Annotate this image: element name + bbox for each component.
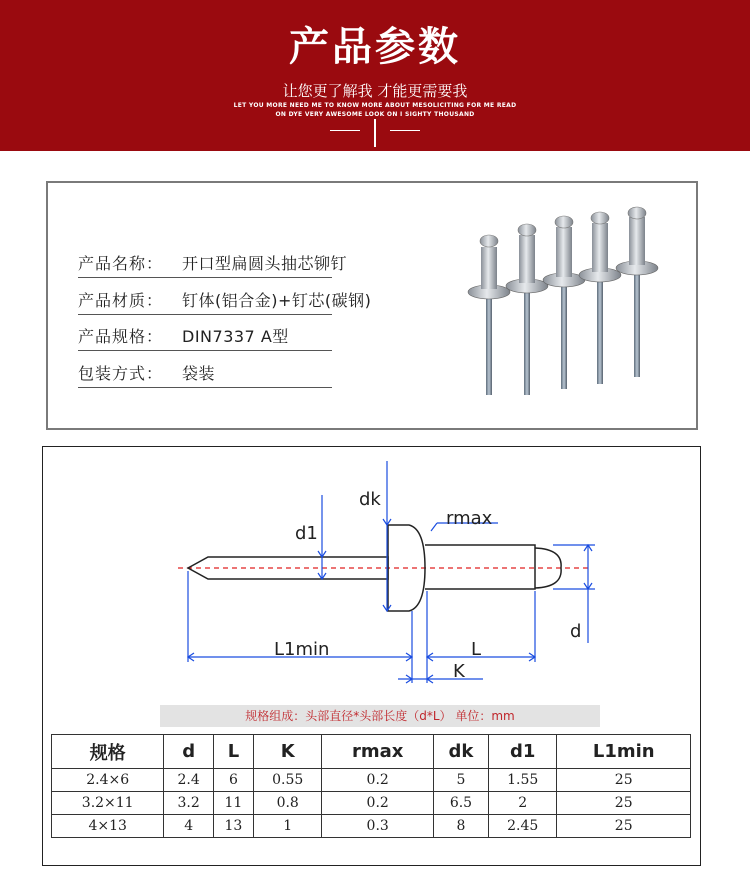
rivet-1 [468, 235, 510, 395]
product-info-panel [46, 181, 698, 430]
info-label: 产品材质： [78, 291, 164, 310]
banner-divider [374, 119, 376, 147]
info-value: DIN7337 A型 [182, 327, 289, 346]
info-value: 钉体(铝合金)+钉芯(碳钢) [182, 291, 372, 310]
rivet-3 [543, 216, 585, 389]
table-cell: 2.45 [488, 815, 556, 838]
table-cell: 0.3 [322, 815, 434, 838]
column-header: d [164, 735, 214, 769]
column-header: L1min [557, 735, 691, 769]
table-cell: 2.4 [164, 769, 214, 792]
rivet-4 [579, 212, 621, 384]
table-cell: 25 [557, 815, 691, 838]
rivet-group-icon [458, 205, 698, 405]
table-cell: 0.8 [253, 792, 321, 815]
rivet-2 [506, 224, 548, 395]
column-header: dk [433, 735, 488, 769]
info-value: 袋装 [182, 364, 216, 383]
label-l1min: L1min [274, 639, 330, 660]
table-cell: 6 [213, 769, 253, 792]
info-row-packing [78, 357, 332, 388]
table-header-row [52, 735, 691, 769]
header-banner [0, 0, 750, 151]
table-row [52, 792, 691, 815]
table-cell: 5 [433, 769, 488, 792]
rivet-dimension-drawing [43, 447, 702, 707]
banner-english-line-1: LET YOU MORE NEED ME TO KNOW MORE ABOUT MESOLICITING FOR ME READ [233, 102, 517, 109]
table-cell: 0.55 [253, 769, 321, 792]
column-header: K [253, 735, 321, 769]
info-row-material [78, 284, 372, 315]
table-row [52, 815, 691, 838]
rivet-5 [616, 207, 658, 377]
table-cell: 13 [213, 815, 253, 838]
column-header: 规格 [52, 735, 164, 769]
spec-table [51, 734, 691, 838]
table-cell: 2 [488, 792, 556, 815]
label-dk: dk [359, 489, 381, 510]
table-cell: 3.2×11 [52, 792, 164, 815]
table-cell: 4 [164, 815, 214, 838]
column-header: L [213, 735, 253, 769]
info-label: 产品规格： [78, 327, 164, 346]
column-header: rmax [322, 735, 434, 769]
info-value: 开口型扁圆头抽芯铆钉 [182, 254, 348, 273]
table-cell: 25 [557, 792, 691, 815]
table-cell: 2.4×6 [52, 769, 164, 792]
column-header: d1 [488, 735, 556, 769]
table-cell: 4×13 [52, 815, 164, 838]
label-l: L [471, 639, 482, 660]
table-cell: 25 [557, 769, 691, 792]
dimension-diagram-panel [42, 446, 701, 866]
table-cell: 8 [433, 815, 488, 838]
rivet-body-shape [425, 545, 535, 589]
banner-divider-left [330, 130, 360, 131]
label-d1: d1 [295, 523, 318, 544]
info-row-spec [78, 320, 332, 351]
table-cell: 11 [213, 792, 253, 815]
table-row [52, 769, 691, 792]
banner-subtitle: 让您更了解我 才能更需要我 [282, 82, 468, 100]
table-cell: 0.2 [322, 792, 434, 815]
info-row-name [78, 247, 348, 278]
label-d: d [570, 621, 582, 642]
label-rmax: rmax [446, 508, 493, 529]
info-label: 产品名称： [78, 254, 164, 273]
table-cell: 3.2 [164, 792, 214, 815]
table-cell: 1 [253, 815, 321, 838]
banner-english-line-2: ON DYE VERY AWESOME LOOK ON I SIGHTY THOUSAND [275, 111, 475, 118]
banner-divider-right [390, 130, 420, 131]
label-k: K [453, 661, 465, 682]
table-cell: 1.55 [488, 769, 556, 792]
spec-note: 规格组成：头部直径*头部长度（d*L） 单位：mm [160, 705, 600, 727]
page-title: 产品参数 [289, 24, 461, 70]
table-cell: 0.2 [322, 769, 434, 792]
info-label: 包装方式： [78, 364, 164, 383]
table-cell: 6.5 [433, 792, 488, 815]
